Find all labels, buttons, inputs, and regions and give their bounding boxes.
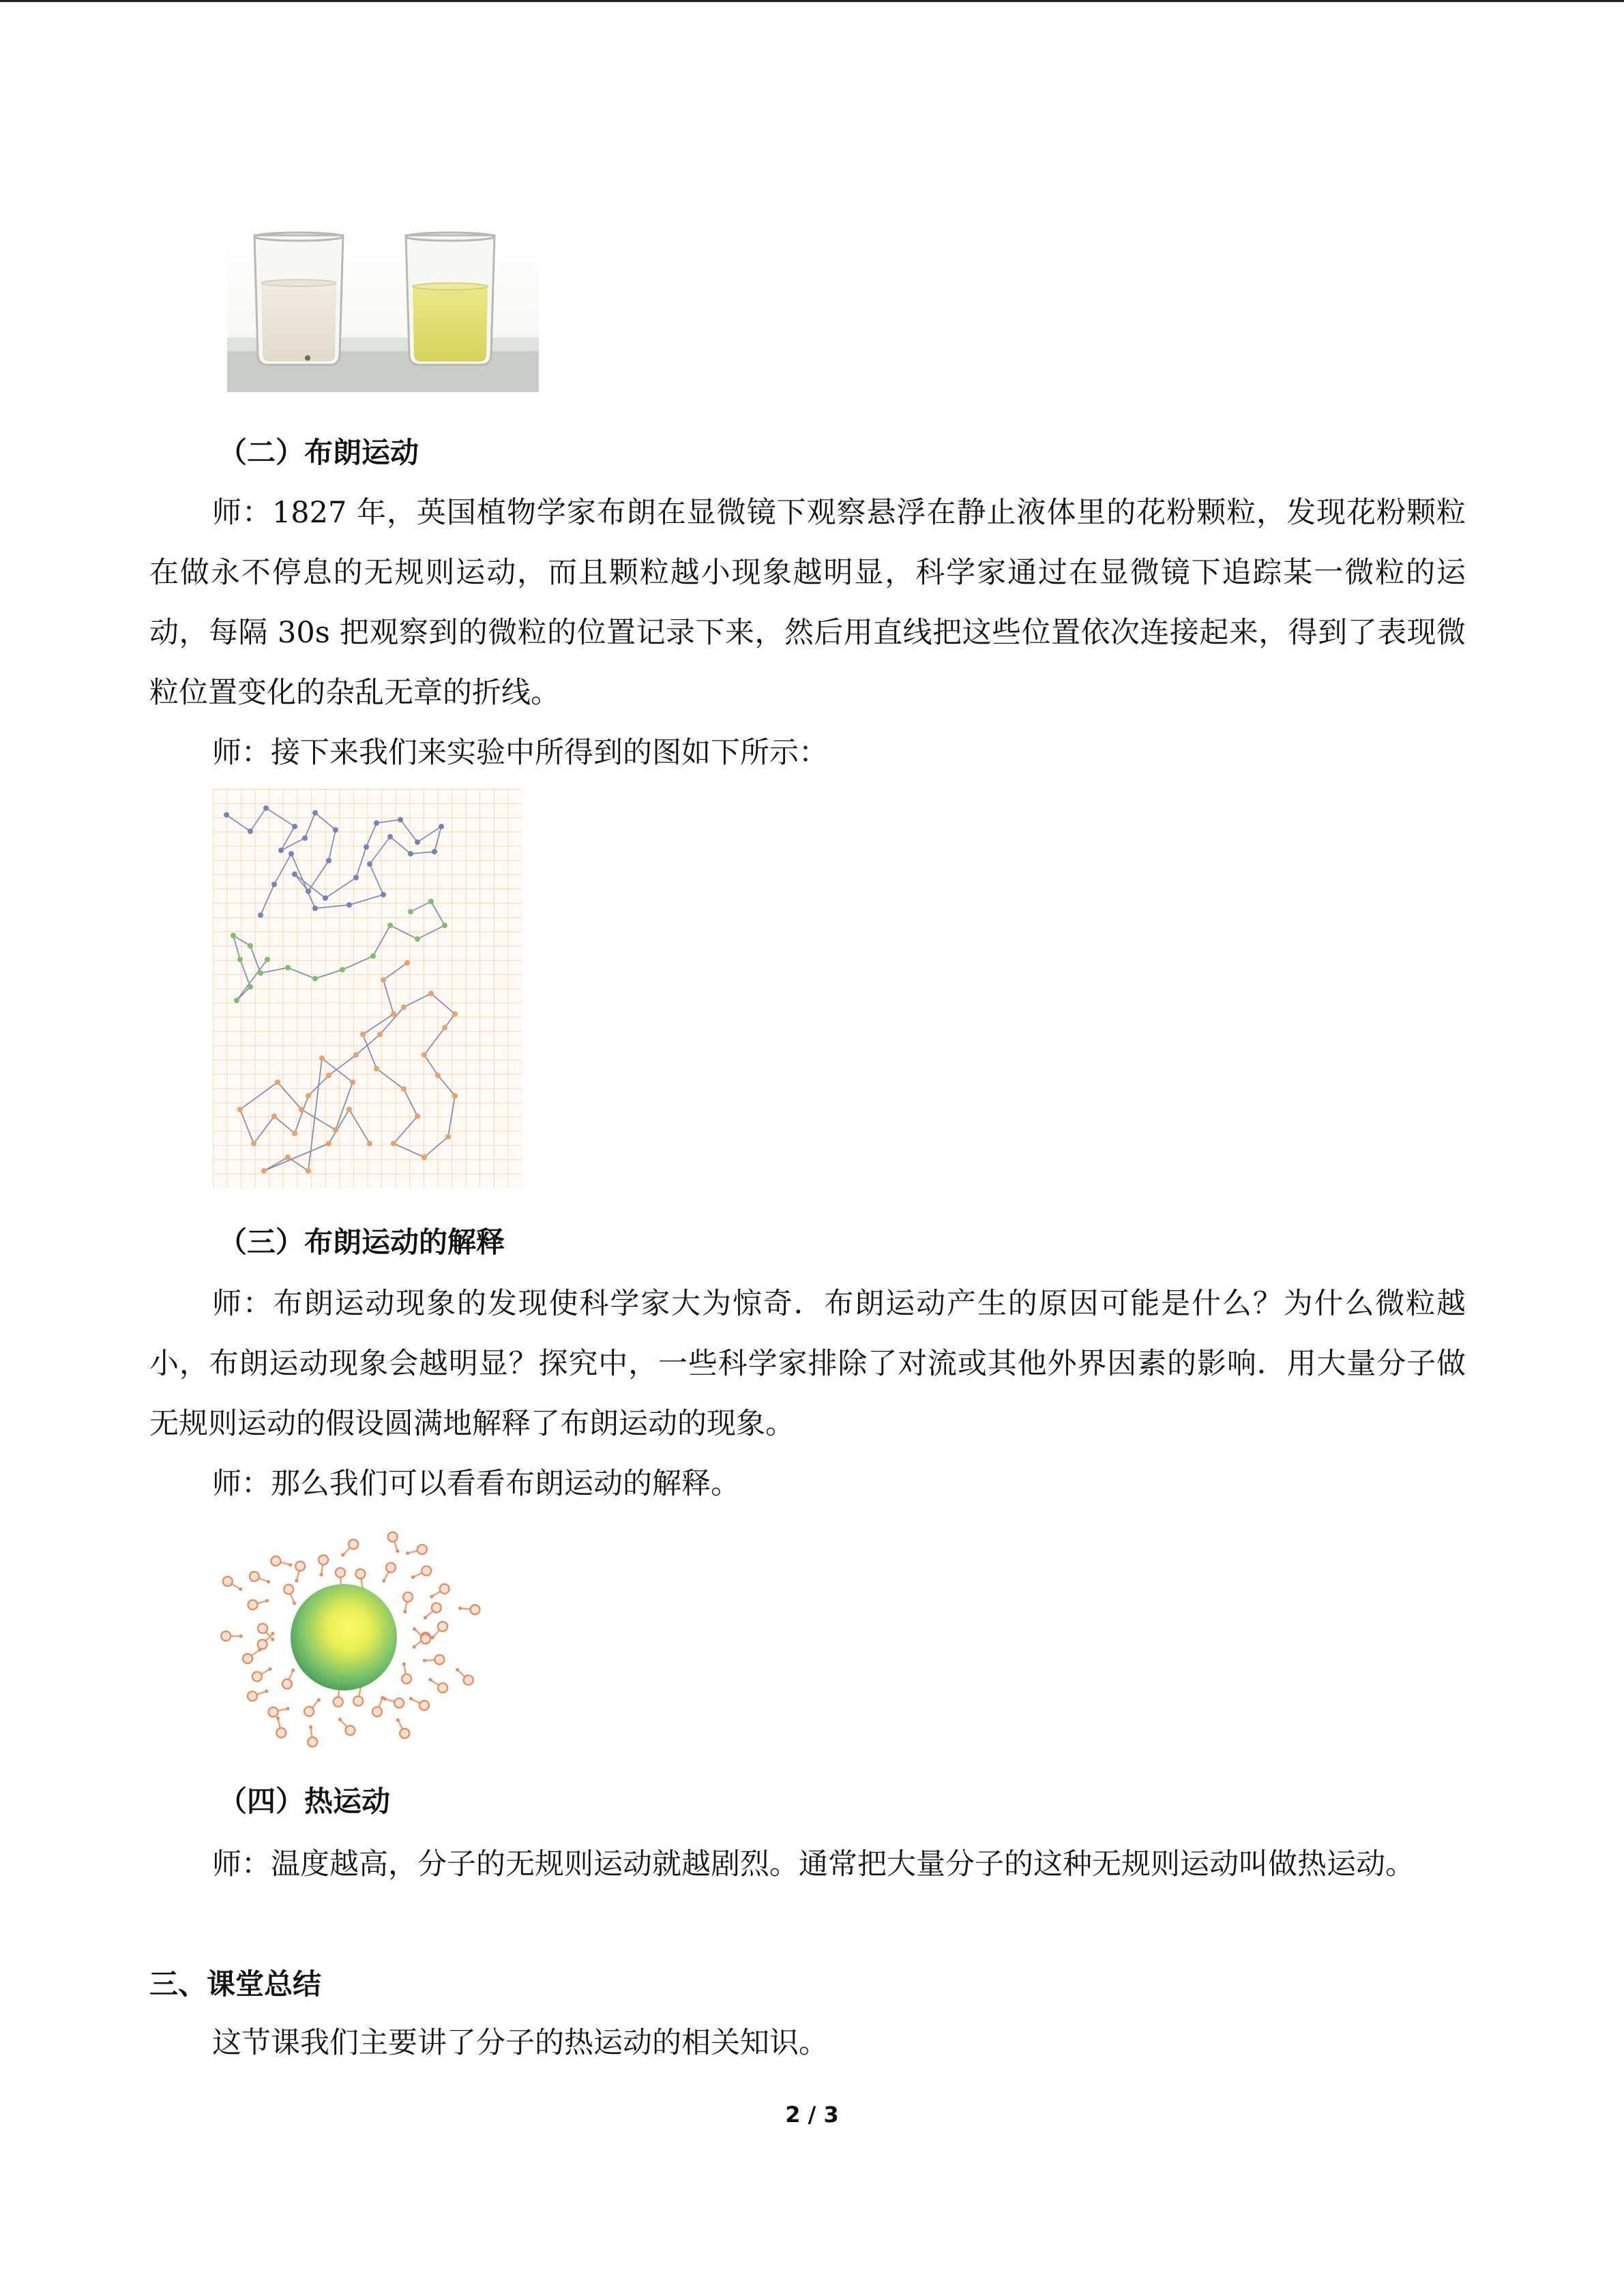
section-heading-brownian-explanation: （三）布朗运动的解释 bbox=[218, 1225, 505, 1259]
section-heading-summary: 三、课堂总结 bbox=[149, 1967, 322, 2001]
page-number: 2 / 3 bbox=[785, 2102, 839, 2128]
beakers-image bbox=[227, 228, 539, 392]
brownian-motion-figure bbox=[213, 789, 522, 1188]
paragraph-brownian-explanation: 师：布朗运动现象的发现使科学家大为惊奇．布朗运动产生的原因可能是什么？为什么微粒越小，布朗运动现象会越明显？探究中，一些科学家排除了对流或其他外界因素的影响．用大量分子做无规则运动的假设圆满地解释了布朗运动的现象。 bbox=[149, 1287, 1466, 1441]
paragraph-brownian-history: 师：1827 年，英国植物学家布朗在显微镜下观察悬浮在静止液体里的花粉颗粒，发现花粉颗粒在做永不停息的无规则运动，而且颗粒越小现象越明显，科学家通过在显微镜下追踪某一微粒的运动，每隔 30s 把观察到的微粒的位置记录下来，然后用直线把这些位置依次连接起来，得到了表现微粒位置变化的杂乱无章的折线。 bbox=[149, 496, 1466, 710]
section-heading-thermal-motion: （四）热运动 bbox=[218, 1785, 391, 1818]
molecule-collision-figure bbox=[213, 1531, 481, 1756]
paragraph-summary: 这节课我们主要讲了分子的热运动的相关知识。 bbox=[212, 2026, 828, 2060]
section-heading-brownian-motion: （二）布朗运动 bbox=[218, 436, 419, 469]
paragraph-thermal-motion: 师：温度越高，分子的无规则运动就越剧烈。通常把大量分子的这种无规则运动叫做热运动。 bbox=[212, 1847, 1415, 1881]
paragraph-look-at-explanation: 师：那么我们可以看看布朗运动的解释。 bbox=[212, 1467, 740, 1501]
paragraph-experiment-figure-intro: 师：接下来我们来实验中所得到的图如下所示： bbox=[212, 736, 828, 770]
